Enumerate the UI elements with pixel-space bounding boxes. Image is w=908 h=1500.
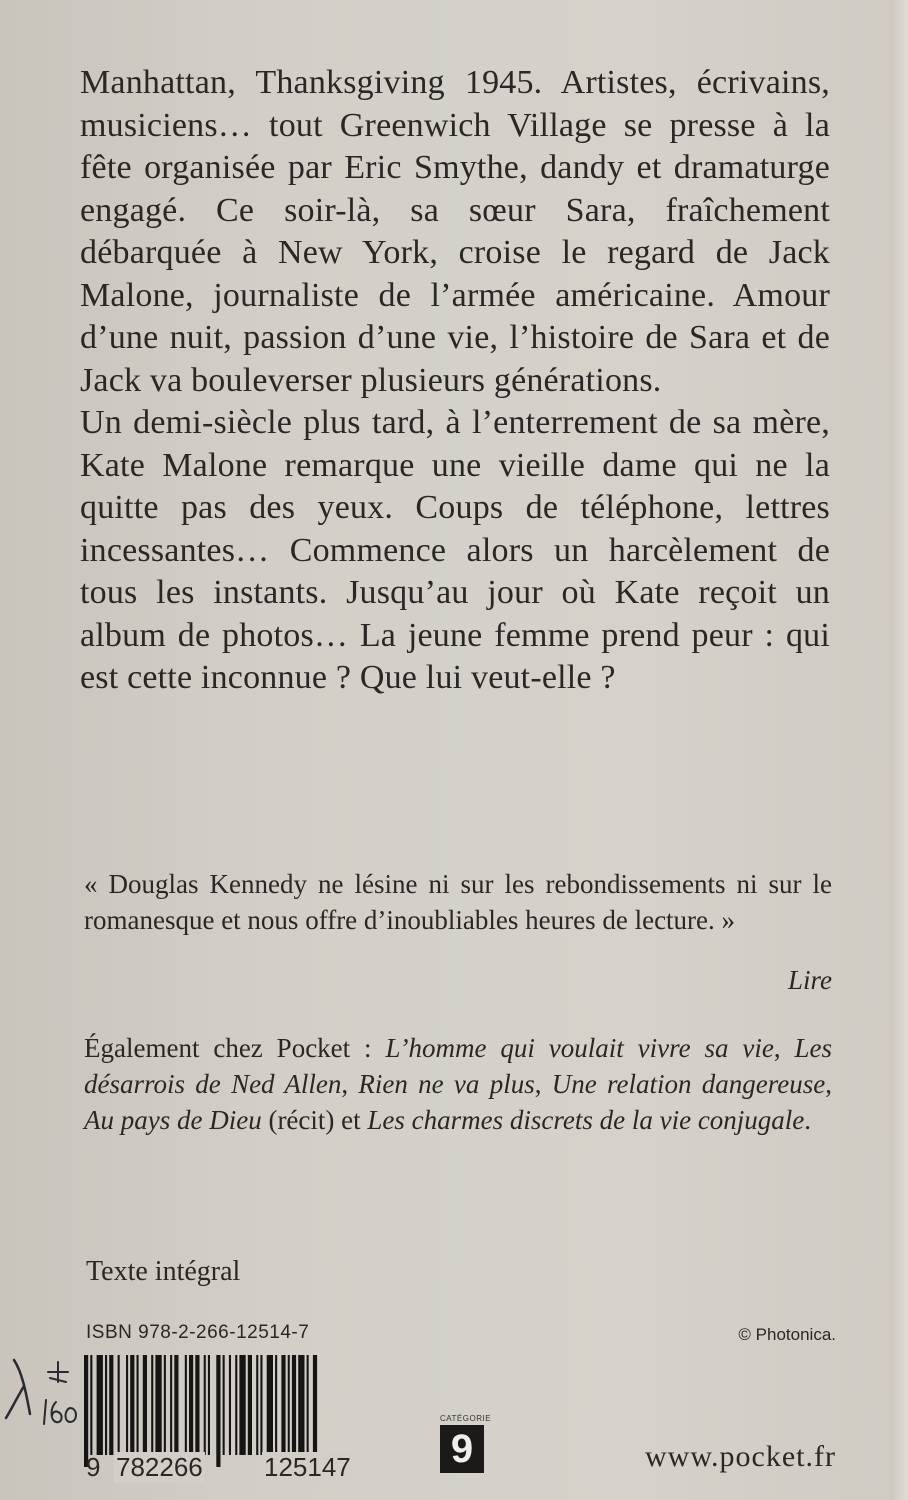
barcode-bar (307, 1355, 309, 1455)
texte-integral: Texte intégral (86, 1256, 241, 1287)
book-title: L’homme qui voulait vivre sa vie (385, 1033, 774, 1063)
cover-edge (890, 0, 908, 1500)
barcode-bar (275, 1355, 277, 1455)
book-title: Rien ne va plus (358, 1069, 535, 1099)
barcode-bar (170, 1355, 172, 1455)
barcode-bar (267, 1355, 273, 1455)
separator: , (341, 1069, 359, 1099)
category-label: CATÉGORIE (440, 1414, 492, 1423)
also-note: (récit) et (261, 1105, 368, 1135)
barcode-bar (248, 1355, 252, 1455)
book-title: Les charmes discrets de la vie conjugale (367, 1105, 805, 1135)
separator: , (773, 1033, 795, 1063)
also-end: . (804, 1105, 812, 1135)
barcode-group-1: 782266 (116, 1452, 203, 1482)
synopsis (80, 62, 830, 700)
barcode-bar (256, 1355, 258, 1455)
barcode-bar (216, 1355, 220, 1467)
barcode-bar (185, 1355, 187, 1455)
barcode-bar (208, 1355, 210, 1455)
barcode-bar (313, 1355, 317, 1455)
barcode-bar (126, 1355, 128, 1455)
photo-credit: © Photonica. (738, 1325, 836, 1344)
barcode-bar (292, 1355, 296, 1455)
barcode-bar (164, 1355, 166, 1455)
barcode-bar (90, 1355, 92, 1455)
book-title: Les désarrois de Ned Allen (84, 1033, 833, 1099)
barcode-bar (109, 1355, 113, 1455)
isbn: ISBN 978-2-266-12514-7 (86, 1322, 310, 1343)
book-title: Une relation dangereuse (551, 1069, 826, 1099)
barcode-bar (260, 1355, 262, 1455)
barcode-bar (195, 1355, 199, 1455)
barcode-bar (239, 1355, 245, 1455)
barcode-bar (298, 1355, 304, 1455)
category-badge (440, 1414, 492, 1474)
barcode-bar (281, 1355, 285, 1455)
category-value: 9 (440, 1425, 484, 1473)
barcode-bar (223, 1355, 225, 1455)
barcode-bar (143, 1355, 147, 1455)
website: www.pocket.fr (645, 1440, 836, 1473)
barcode-bar (155, 1355, 161, 1455)
barcode-first-digit: 9 (86, 1452, 101, 1482)
quote-text: « Douglas Kennedy ne lésine ni sur les rebondissements ni sur le romanesque et nous offre d’inoubliables heures de lecture. » (84, 869, 832, 935)
barcode-bar (174, 1355, 178, 1455)
barcode-bar (204, 1355, 206, 1455)
barcode-bar (288, 1355, 290, 1455)
barcode-bar (189, 1355, 193, 1455)
barcode-bar (105, 1355, 107, 1455)
barcode-bar (118, 1355, 120, 1455)
barcode-bar (137, 1355, 139, 1455)
book-title: Au pays de Dieu (84, 1105, 262, 1135)
synopsis-paragraph-2: Un demi-siècle plus tard, à l’enterrement de sa mère, Kate Malone remarque une vieille dame qui ne la quitte pas des yeux. Coups de téléphone, lettres incessantes… Commence alors un harcèlement de tous les instants. Jusqu’au jour où Kate reçoit un album de photos… La jeune femme prend peur : qui est cette inconnue ? Que lui veut-elle ? (80, 404, 830, 696)
barcode-bar (84, 1355, 88, 1467)
also-intro: Également chez Pocket : (84, 1033, 386, 1063)
separator: , (825, 1069, 833, 1099)
barcode-bar (97, 1355, 103, 1455)
quote-source: Lire (787, 965, 832, 995)
barcode-bar (151, 1355, 153, 1455)
barcode-bar (229, 1355, 231, 1455)
also-by-author (84, 1030, 832, 1138)
synopsis-paragraph-1: Manhattan, Thanksgiving 1945. Artistes, écrivains, musiciens… tout Greenwich Village se presse à la fête organisée par Eric Smythe, dandy et dramaturge engagé. Ce soir-là, sa sœur Sara, fraîchement débarquée à New York, croise le regard de Jack Malone, journaliste de l’armée américaine. Amour d’une nuit, passion d’une vie, l’histoire de Sara et de Jack va bouleverser plusieurs générations. (80, 64, 830, 399)
separator: , (534, 1069, 552, 1099)
press-quote (84, 866, 832, 938)
barcode-bar (235, 1355, 237, 1455)
barcode-bar (130, 1355, 134, 1455)
barcode-group-2: 125147 (264, 1452, 351, 1482)
